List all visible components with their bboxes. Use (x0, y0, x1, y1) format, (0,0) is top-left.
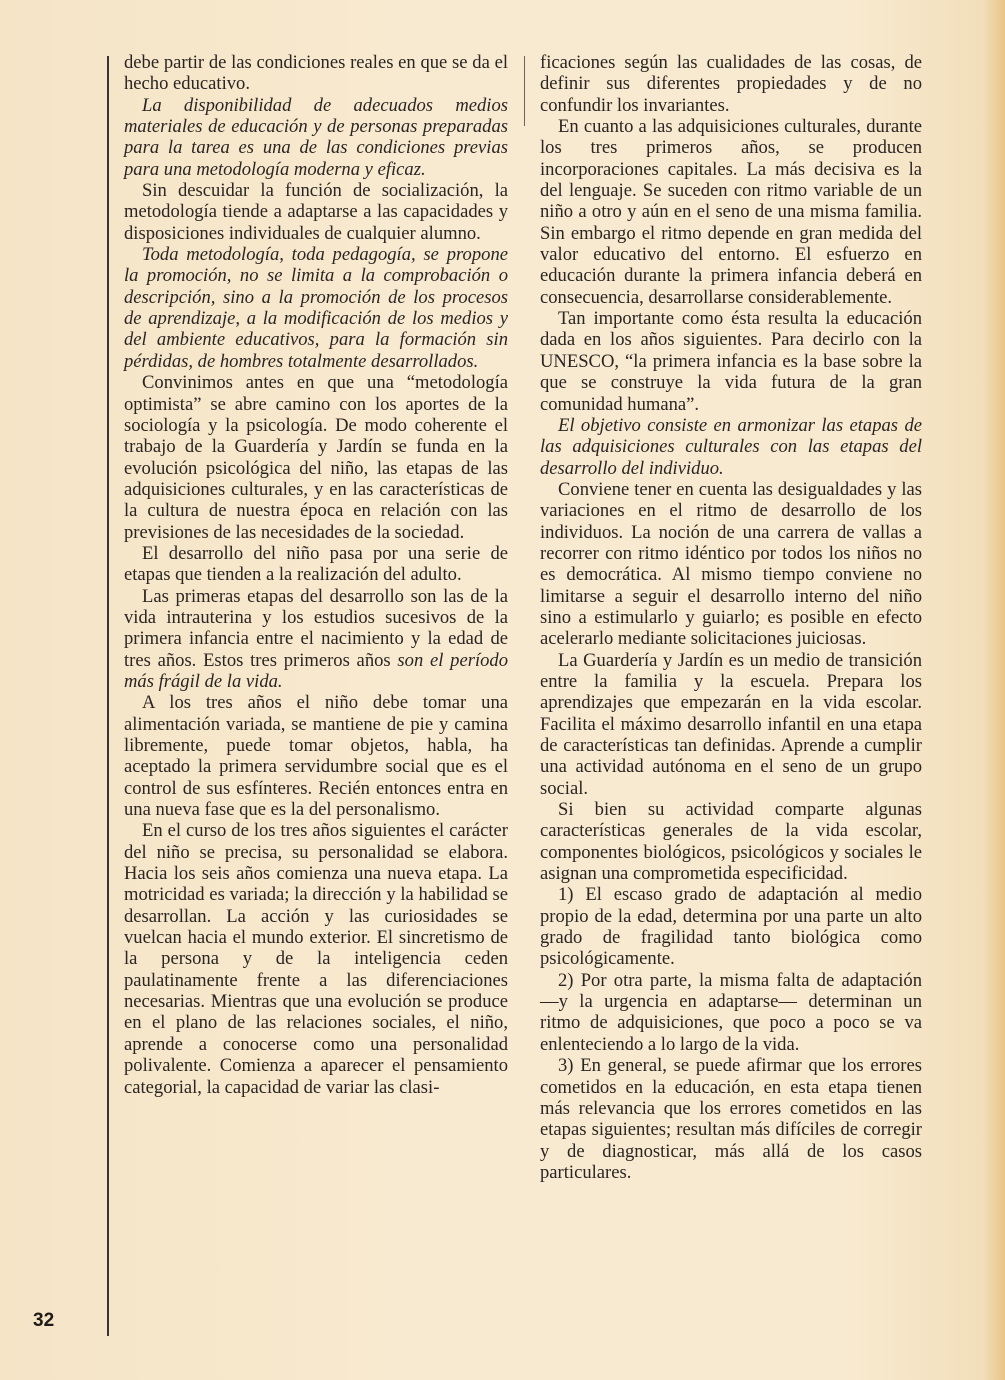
paragraph: Si bien su actividad comparte algunas características generales de la vida escolar, componentes biológicos, psicológicos y sociales le asignan una comprometida especificidad. (540, 799, 922, 885)
paragraph: Convinimos antes en que una “metodología optimista” se abre camino con los aportes de la sociología y la psicología. De modo coherente el trabajo de la Guardería y Jardín se funda en la evolución psicológica del niño, las etapas de las adquisiciones culturales, y en las características de la cultura de nuestra época en relación con las previsiones de las necesidades de la sociedad. (124, 372, 508, 543)
paragraph: A los tres años el niño debe tomar una alimentación variada, se mantiene de pie y camina libremente, puede tomar objetos, habla, ha aceptado la primera servidumbre social que es el control de sus esfínteres. Recién entonces entra en una nueva fase que es la del personalismo. (124, 692, 508, 821)
column-divider-mark (524, 56, 525, 126)
numbered-paragraph: 2) Por otra parte, la misma falta de adaptación —y la urgencia en adaptarse— determinan un ritmo de adquisiciones, que poco a poco se va enlenteciendo a lo largo de la vida. (540, 969, 922, 1055)
italic-paragraph: El objetivo consiste en armonizar las etapas de las adquisiciones culturales con las etapas del desarrollo del individuo. (540, 414, 922, 479)
paragraph: Tan importante como ésta resulta la educación dada en los años siguientes. Para decirlo con la UNESCO, “la primera infancia es la base sobre la que se construye la vida futura de la gran comunidad humana”. (540, 308, 922, 415)
paragraph: En el curso de los tres años siguientes el carácter del niño se precisa, su personalidad se elabora. Hacia los seis años comienza una nueva etapa. La motricidad es variada; la dirección y la habilidad se desarrollan. La acción y las curiosidades se vuelcan hacia el mundo exterior. El sincretismo de la persona y de la inteligencia ceden paulatinamente frente a las diferenciaciones necesarias. Mientras que una evolución se produce en el plano de las relaciones sociales, el niño, aprende a conocerse como una personalidad polivalente. Comienza a aparecer el pensamiento categorial, la capacidad de variar las clasi- (124, 820, 508, 1098)
numbered-paragraph: 3) En general, se puede afirmar que los errores cometidos en la educación, en esta etapa tienen más relevancia que los errores cometidos en las etapas siguientes; resultan más difíciles de corregir y de diagnosticar, más allá de los casos particulares. (540, 1055, 922, 1183)
left-text-column (124, 52, 508, 1098)
paragraph: ficaciones según las cualidades de las cosas, de definir sus diferentes propiedades y de no confundir los invariantes. (540, 52, 922, 116)
italic-paragraph: La disponibilidad de adecuados medios materiales de educación y de personas preparadas para la tarea es una de las condiciones previas para una metodología moderna y eficaz. (124, 94, 508, 180)
paragraph: debe partir de las condiciones reales en que se da el hecho educativo. (124, 52, 508, 95)
left-margin-rule (107, 56, 109, 1336)
paragraph: Sin descuidar la función de socialización, la metodología tiende a adaptarse a las capacidades y disposiciones individuales de cualquier alumno. (124, 180, 508, 244)
page-edge-shadow (983, 0, 1005, 1380)
paragraph-text: Las primeras etapas del desarrollo son las de la vida intrauterina y los estudios sucesivos de la primera infancia entre el nacimiento y la edad de tres años. Estos tres primeros años (124, 585, 508, 671)
paragraph: En cuanto a las adquisiciones culturales, durante los tres primeros años, se producen incorporaciones capitales. La más decisiva es la del lenguaje. Se suceden con ritmo variable de un niño a otro y aún en el seno de una misma familia. Sin embargo el ritmo depende en gran medida del valor educativo del entorno. El esfuerzo en educación durante la primera infancia deberá en consecuencia, desarrollarse considerablemente. (540, 116, 922, 308)
emphasis-text: son el período más frágil de la vida. (124, 649, 508, 692)
paragraph: Conviene tener en cuenta las desigualdades y las variaciones en el ritmo de desarrollo de los individuos. La noción de una carrera de vallas a recorrer con ritmo idéntico por todos los niños no es democrática. Al mismo tiempo conviene no limitarse a seguir el desarrollo interno del niño sino a estimularlo y guiarlo; es posible en efecto acelerarlo mediante solicitaciones juiciosas. (540, 478, 922, 650)
numbered-paragraph: 1) El escaso grado de adaptación al medio propio de la edad, determina por una parte un alto grado de fragilidad tanto biológica como psicológicamente. (540, 884, 922, 970)
paragraph (124, 586, 508, 693)
paragraph: La Guardería y Jardín es un medio de transición entre la familia y la escuela. Prepara los aprendizajes que empezarán en la vida escolar. Facilita el máximo desarrollo infantil en una etapa de características tan definidas. Aprende a cumplir una actividad autónoma en el seno de un grupo social. (540, 649, 922, 799)
right-text-column (540, 52, 922, 1183)
page-number: 32 (33, 1310, 55, 1331)
italic-paragraph: Toda metodología, toda pedagogía, se propone la promoción, no se limita a la comprobación o descripción, sino a la promoción de los procesos de aprendizaje, a la modificación de los medios y del ambiente educativos, para la formación sin pérdidas, de hombres totalmente desarrollados. (124, 244, 508, 372)
paragraph: El desarrollo del niño pasa por una serie de etapas que tienden a la realización del adulto. (124, 542, 508, 586)
